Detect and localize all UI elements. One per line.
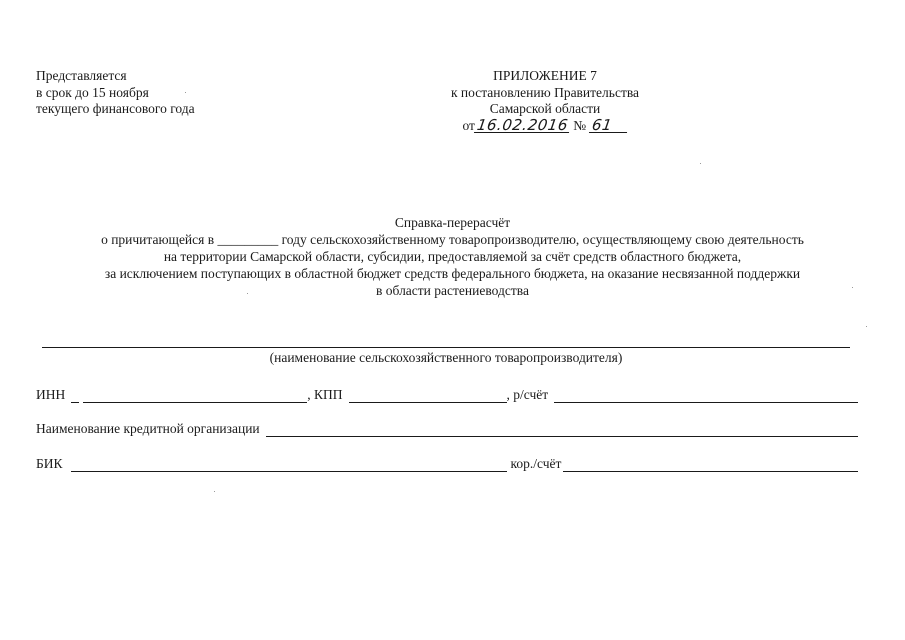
appendix-line: к постановлению Правительства bbox=[450, 84, 640, 100]
submission-note bbox=[36, 68, 195, 118]
account-blank[interactable] bbox=[554, 389, 858, 403]
document-title-line: за исключением поступающих в областной бюджет средств федерального бюджета, на оказание несвязанной поддержки bbox=[104, 266, 801, 281]
scan-speck bbox=[214, 491, 215, 492]
inn-prefix-blank[interactable] bbox=[71, 389, 79, 403]
appendix-line: Самарской области bbox=[489, 101, 601, 116]
inn-kpp-account-row bbox=[36, 387, 858, 403]
document-title-line: о причитающейся в _________ году сельскохозяйственному товаропроизводителю, осуществляющему свою деятельность bbox=[101, 232, 804, 247]
bik-blank[interactable] bbox=[71, 458, 507, 472]
scan-speck bbox=[185, 92, 186, 93]
document-heading: Справка-перерасчёт bbox=[394, 215, 511, 230]
appendix-title: ПРИЛОЖЕНИЕ 7 bbox=[493, 68, 597, 83]
bik-label: БИК bbox=[36, 456, 63, 471]
corr-account-blank[interactable] bbox=[563, 458, 858, 472]
bank-name-blank[interactable] bbox=[266, 423, 858, 437]
kpp-blank[interactable] bbox=[349, 389, 507, 403]
submission-note-line: текущего финансового года bbox=[36, 101, 195, 116]
document-title-line: на территории Самарской области, субсидии, предоставляемой за счёт средств областного бюджета, bbox=[163, 249, 742, 264]
appendix-block bbox=[420, 68, 670, 134]
scan-speck bbox=[700, 163, 701, 164]
bank-name-row bbox=[36, 421, 858, 437]
scan-speck bbox=[247, 293, 248, 294]
document-title bbox=[20, 214, 885, 299]
appendix-date-line bbox=[420, 115, 670, 135]
document-title-line: в области растениеводства bbox=[376, 283, 529, 298]
scan-speck bbox=[852, 287, 853, 288]
inn-blank[interactable] bbox=[83, 389, 307, 403]
appendix-from-label: от bbox=[462, 117, 475, 133]
bank-name-label: Наименование кредитной организации bbox=[36, 421, 260, 436]
appendix-number-label: № bbox=[573, 117, 587, 133]
producer-name-blank[interactable] bbox=[42, 347, 850, 348]
account-label: , р/счёт bbox=[506, 387, 549, 402]
submission-note-line: в срок до 15 ноября bbox=[36, 84, 149, 100]
scan-speck bbox=[866, 326, 867, 327]
bik-corr-account-row bbox=[36, 456, 858, 472]
handwritten-number: 61 bbox=[588, 118, 628, 133]
handwritten-date: 16.02.2016 bbox=[475, 115, 570, 134]
submission-note-line: Представляется bbox=[36, 68, 127, 83]
kpp-label: , КПП bbox=[307, 387, 343, 402]
producer-name-caption: (наименование сельскохозяйственного товаропроизводителя) bbox=[269, 350, 623, 365]
inn-label: ИНН bbox=[36, 387, 66, 402]
corr-account-label: кор./счёт bbox=[510, 456, 562, 471]
